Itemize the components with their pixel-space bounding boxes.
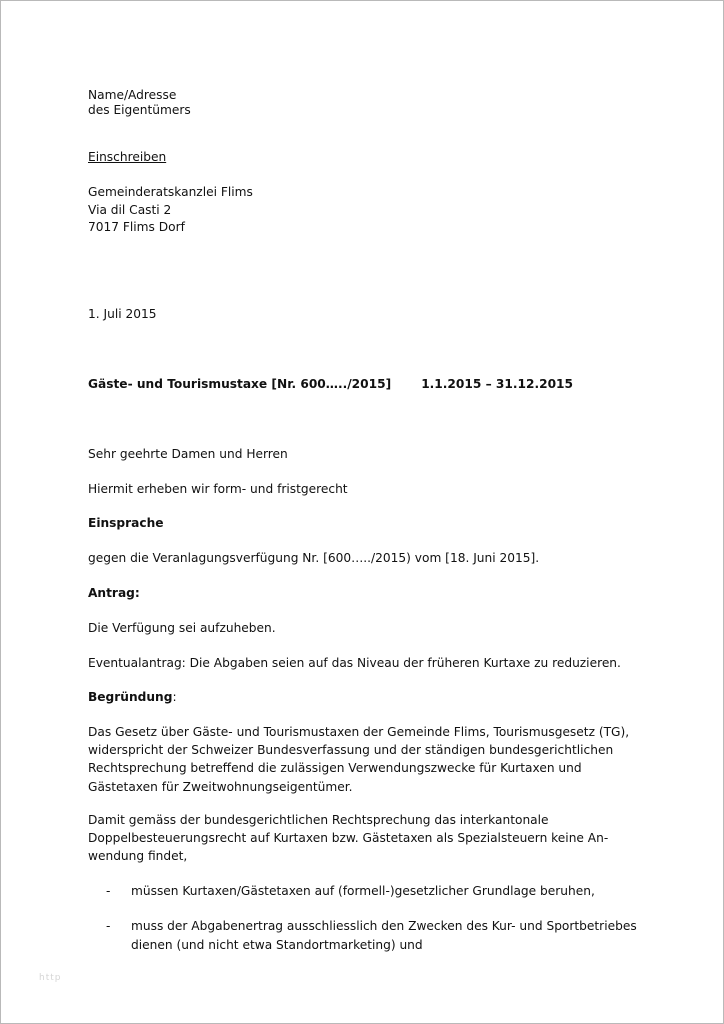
paragraph-line: widerspricht der Schweizer Bundesverfassung und der ständigen bundesgerichtlichen — [88, 743, 614, 758]
recipient-line-2: Via dil Casti 2 — [88, 203, 172, 217]
paragraph-line: wendung findet, — [88, 849, 188, 864]
bullet-dash: - — [106, 919, 111, 933]
bullet-dash: - — [106, 884, 111, 898]
subject-title: Gäste- und Tourismustaxe [Nr. 600…../2015] — [88, 377, 392, 391]
paragraph-line: Das Gesetz über Gäste- und Tourismustaxen der Gemeinde Flims, Tourismusgesetz (TG), — [88, 725, 630, 739]
paragraph-line: Rechtsprechung betreffend die zulässigen Verwendungszwecke für Kurtaxen und — [88, 761, 582, 776]
heading-antrag: Antrag: — [88, 586, 140, 600]
bullet-item — [131, 917, 637, 954]
heading-begruendung-colon: : — [172, 690, 177, 704]
recipient-line-3: 7017 Flims Dorf — [88, 220, 185, 234]
heading-einsprache: Einsprache — [88, 516, 164, 530]
paragraph-2 — [88, 811, 648, 866]
delivery-note: Einschreiben — [88, 150, 167, 164]
bullet-line: müssen Kurtaxen/Gästetaxen auf (formell-)gesetzlicher Grundlage beruhen, — [131, 884, 595, 898]
paragraph-1 — [88, 723, 648, 796]
bullet-line: muss der Abgabenertrag ausschliesslich den Zwecken des Kur- und Sportbetriebes — [131, 919, 637, 933]
letter-date: 1. Juli 2015 — [88, 307, 157, 321]
heading-begruendung: Begründung — [88, 690, 173, 704]
heading-begruendung-line — [88, 690, 177, 705]
recipient-line-1: Gemeinderatskanzlei Flims — [88, 185, 253, 199]
salutation: Sehr geehrte Damen und Herren — [88, 447, 288, 461]
paragraph-line: Doppelbesteuerungsrecht auf Kurtaxen bzw. Gästetaxen als Spezialsteuern keine An- — [88, 831, 609, 846]
einsprache-text: gegen die Veranlagungsverfügung Nr. [600…../2015) vom [18. Juni 2015]. — [88, 551, 540, 565]
subject-line — [88, 377, 573, 392]
paragraph-line: Damit gemäss der bundesgerichtlichen Rechtsprechung das interkantonale — [88, 813, 549, 827]
sender-owner-line: des Eigentümers — [88, 103, 191, 117]
bullet-line: dienen (und nicht etwa Standortmarketing) und — [131, 937, 423, 952]
faint-watermark-text: http — [39, 973, 62, 983]
eventualantrag-text: Eventualantrag: Die Abgaben seien auf das Niveau der früheren Kurtaxe zu reduzieren. — [88, 656, 621, 670]
sender-name-line: Name/Adresse — [88, 88, 177, 102]
paragraph-line: Gästetaxen für Zweitwohnungseigentümer. — [88, 779, 353, 794]
antrag-text: Die Verfügung sei aufzuheben. — [88, 621, 276, 635]
bullet-item — [131, 882, 595, 901]
intro-text: Hiermit erheben wir form- und fristgerecht — [88, 482, 348, 496]
subject-period: 1.1.2015 – 31.12.2015 — [421, 377, 574, 391]
letter-page — [1, 1, 723, 1023]
